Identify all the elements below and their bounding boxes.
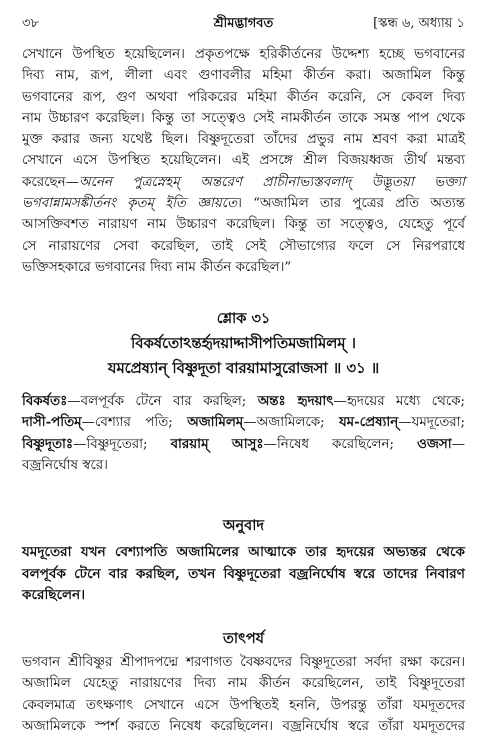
intro-paragraph [22, 44, 465, 278]
text-line: ভগবানের রূপ, গুণ অথবা পরিকরের মহিমা কীর্তন করেনি, সে কেবল দিব্য [22, 89, 465, 105]
purport-paragraph [22, 652, 465, 737]
canto-chapter-label: [স্কন্ধ ৬, অধ্যায় ১ [373, 16, 465, 31]
text-line: ভগবান শ্রীবিষ্ণুর শ্রীপাদপদ্মে শরণাগত বৈষ্ণবদের বিষ্ণুদূতেরা সর্বদা রক্ষা করেন। [22, 655, 465, 670]
synonym-word: যম-প্রেষ্যান্ [338, 414, 399, 431]
synonym-meaning: —হৃদয়ের মধ্যে থেকে; [333, 394, 465, 409]
running-header [22, 14, 465, 34]
text-line: সে নারায়ণের সেবা করেছিল, তাই সেই সৌভাগ্যের ফলে সে নিরপরাধে [22, 238, 465, 254]
text-line [22, 412, 465, 433]
synonym-word: বারয়াম্ আসুঃ [170, 435, 264, 452]
word-for-word-synonyms [22, 391, 465, 476]
verse-line-2: যমপ্রেষ্যান্ বিষ্ণুদূতা বারয়ামাসুরোজসা ॥ ৩১ ॥ [107, 360, 380, 377]
synonym-meaning: —বেশ্যার পতি; [81, 415, 173, 431]
verse-number: শ্লোক ৩১ [216, 310, 271, 327]
text-line: আসক্তিবশত নারায়ণ নাম উচ্চারণ করেছিল। কিন্তু তা সত্ত্বেও, যেহেতু পূর্বে [22, 217, 465, 233]
sanskrit-quote: ভগবান্নামসঙ্কীর্তনং কৃতম্ ইতি জ্ঞায়তে [22, 196, 238, 212]
synonym-word: বিকর্ষতঃ [22, 393, 68, 409]
text-line: অজামিলকে স্পর্শ করতে নিষেধ করেছিলেন। বজ্রনির্ঘোষ স্বরে তাঁরা যমদূতদের [22, 718, 465, 734]
translation-paragraph [22, 542, 465, 607]
text-line: দিব্য নাম, রূপ, লীলা এবং গুণাবলীর মহিমা কীর্তন করা। অজামিল কিন্তু [22, 68, 465, 84]
text-line: সেখানে উপস্থিত হয়েছিলেন। প্রকৃতপক্ষে হরিকীর্তনের উদ্দেশ্য হচ্ছে ভগবানের [22, 47, 465, 62]
text-line: বলপূর্বক টেনে বার করছিল, তখন বিষ্ণুদূতেরা বজ্রনির্ঘোষ স্বরে তাদের নিবারণ [22, 565, 465, 582]
synonym-word: অন্তঃ হৃদয়াৎ [257, 393, 334, 409]
text-line [22, 434, 465, 455]
text-line [22, 193, 465, 214]
synonym-word: বিষ্ণুদূতাঃ [22, 435, 74, 452]
text-line: কেবলমাত্র তৎক্ষণাৎ সেখানে এসে উপস্থিতই হননি, উপরন্তু তাঁরা যমদূতদের [22, 697, 465, 713]
synonym-word: অজামিলম্ [187, 414, 244, 431]
text-line: সেখানে এসে উপস্থিত হয়েছিলেন। এই প্রসঙ্গে শ্রীল বিজয়ধ্বজ তীর্থ মন্তব্য [22, 153, 465, 169]
page-number: ৩৮ [22, 16, 39, 31]
quote-suffix: । “অজামিল তার পুত্রের প্রতি অত্যন্ত [237, 196, 465, 212]
quote-prefix: করেছেন— [22, 174, 79, 190]
text-line: ভক্তিসহকারে ভগবানের দিব্য নাম কীর্তন করেছিল।” [22, 259, 292, 275]
text-line: বজ্রনির্ঘোষ স্বরে। [22, 457, 108, 473]
synonym-meaning: —নিষেধ করেছিলেন; [263, 436, 394, 452]
text-line: নাম উচ্চারণ করেছিল। কিন্তু তা সত্ত্বেও সেই নামকীর্তন তাকে সমস্ত পাপ থেকে [22, 110, 465, 126]
book-title: শ্রীমদ্ভাগবত [213, 16, 274, 31]
text-line: যমদূতেরা যখন বেশ্যাপতি অজামিলের আত্মাকে তার হৃদয়ের অভ্যন্তর থেকে [22, 544, 465, 560]
text-line: করেছিলেন। [22, 587, 86, 603]
synonym-word: ওজসা [417, 435, 452, 452]
text-line [22, 391, 465, 412]
synonym-meaning: —বলপূর্বক টেনে বার করছিল; [67, 394, 247, 409]
purport-heading: তাৎপর্য [222, 630, 265, 647]
text-line [22, 172, 465, 193]
verse-line-1: বিকর্ষতোঽন্তর্হৃদয়াদ্দাসীপতিমজামিলম্ । [131, 335, 356, 352]
text-line: অজামিল যেহেতু নারায়ণের দিব্য নাম কীর্তন করেছিলেন, তাই বিষ্ণুদূতেরা [22, 676, 465, 692]
synonym-meaning: —বিষ্ণুদূতেরা; [73, 436, 148, 452]
synonym-meaning: —অজামিলকে; [243, 415, 325, 431]
sanskrit-quote: অনেন পুত্রস্নেহম্ অন্তরেণ প্রাচীনাভ্যস্তবলাদ্ উদ্ভূতয়া ভক্ত্যা [79, 174, 465, 190]
synonym-meaning: —যমদূতেরা; [398, 415, 465, 431]
translation-heading: অনুবাদ [222, 517, 265, 534]
synonym-word: দাসী-পতিম্ [22, 414, 82, 431]
text-line: মুক্ত করার জন্য যথেষ্ট ছিল। বিষ্ণুদূতেরা তাঁদের প্রভুর নাম শ্রবণ করা মাত্রই [22, 132, 465, 148]
synonym-meaning: — [451, 436, 465, 452]
